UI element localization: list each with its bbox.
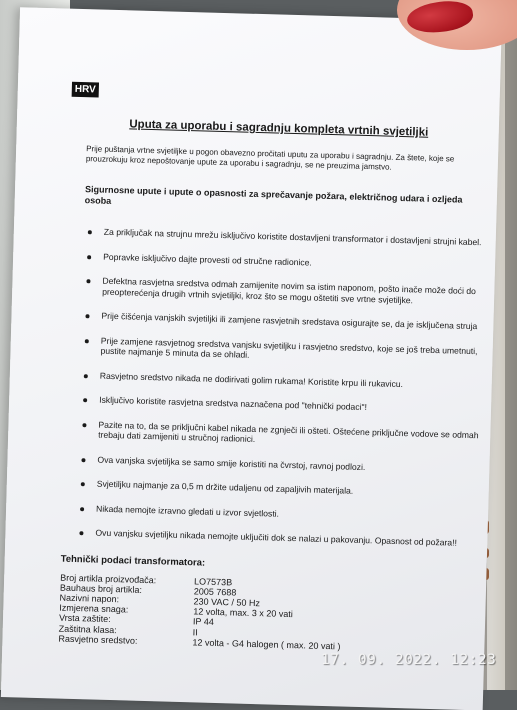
spec-value: IP 44 [192,616,214,628]
spec-label: Rasvjetno sredstvo: [58,633,138,646]
spec-label: Izmjerena snaga: [59,602,129,615]
spec-value: 2005 7688 [193,586,237,598]
safety-list [57,226,486,549]
spec-label: Bauhaus broj artikla: [59,582,143,595]
list-item: Svjetiljku najmanje za 0,5 m držite udaljenu od zapaljivih materijala. [79,478,479,500]
safety-heading: Sigurnosne upute i upute o opasnosti za sprečavanje požara, električnog udara i ozljeda osoba [84,184,463,206]
spec-value: II [192,626,198,637]
document-title: Uputa za uporabu i sagradnju kompleta vrtnih svjetiljki [129,118,429,139]
list-item: Prije čišćenja vanjskih svjetiljki ili zamjene rasvjetnih sredstava osigurajte se, da je isključena struja [83,310,483,332]
intro-paragraph: Prije puštanja vrtne svjetiljke u pogon obavezno pročitati uputu za uporabu i sagradnju. Za štete, koje se prouzrokuju kroz nepoštovanje upute za uporabu i sagradnju, se ne preuzima jamstvo. [85,144,455,172]
list-item: Pazite na to, da se priključni kabel nikada ne zgnječi ili ošteti. Oštećene priključne vodove se odmah trebaju dati zamijeniti u stručnoj radionici. [80,419,480,451]
list-item: Za priključak na strujnu mrežu isključivo koristite dostavljeni transformator i dostavljeni strujni kabel. [86,226,486,248]
list-item: Nikada nemojte izravno gledati u izvor svjetlosti. [78,503,478,525]
spec-label: Vrsta zaštite: [58,612,111,625]
list-item: Prije zamjene rasvjetnog sredstva vanjsku svjetiljku i rasvjetno sredstvo, koje se još treba umetnuti, pustite najmanje 5 minuta da se ohladi. [82,335,482,367]
list-item: Popravke isključivo dajte provesti od stručne radionice. [85,251,485,273]
sheet-content [54,79,490,655]
language-tag: HRV [72,82,99,98]
spec-value: 12 volta - G4 halogen ( max. 20 vati ) [192,637,341,652]
photo-timestamp: 17. 09. 2022. 12:23 [321,652,497,668]
specs-table [58,572,348,651]
spec-label: Zaštitna klasa: [58,623,117,635]
spec-value: 12 volta, max. 3 x 20 vati [193,606,293,620]
spec-value: 230 VAC / 50 Hz [193,596,261,609]
spec-label: Broj artikla proizvođača: [60,572,157,585]
list-item: Isključivo koristite rasvjetna sredstva naznačena pod "tehnički podaci"! [81,394,481,416]
instruction-sheet [1,7,502,710]
list-item: Ova vanjska svjetiljka se samo smije koristiti na čvrstoj, ravnoj podlozi. [79,454,479,476]
spec-value: LO7573B [194,575,233,587]
spec-label: Nazivni napon: [59,592,120,605]
specs-heading: Tehnički podaci transformatora: [60,553,206,569]
list-item: Defektna rasvjetna sredstva odmah zamijenite novim sa istim naponom, pošto inače može doći do preopterećenja drugih vrtnih svjetiljki, kroz što se mogu oštetiti sve vrtne svjetiljke. [84,275,484,307]
list-item: Ovu vanjsku svjetiljku nikada nemojte uključiti dok se nalazi u pakovanju. Opasnost od požara!! [77,527,477,549]
list-item: Rasvjetno sredstvo nikada ne dodirivati golim rukama! Koristite krpu ili rukavicu. [82,370,482,392]
